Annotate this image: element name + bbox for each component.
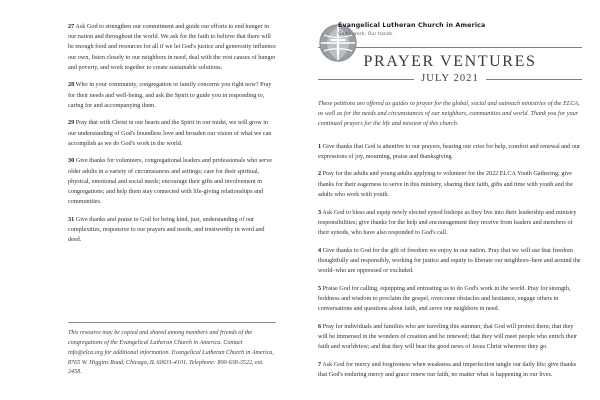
prayer-item — [318, 142, 582, 162]
prayer-item-text: Pray for the adults and young adults applying to volunteer for the 2022 ELCA Youth Gathering; give thanks for their eagerness to serve in this ministry, sharing their faith, gifts and time with youth and the adults who work with youth. — [318, 170, 573, 198]
prayer-item — [318, 360, 582, 380]
elca-globe-cross-icon — [318, 23, 333, 38]
organization-tagline: God's work. Our hands. — [338, 32, 394, 38]
prayer-item-text: Give thanks and praise to God for being kind, just, understanding of our complexities, responsive to our prayers and needs, and trustworthy in word and deed. — [68, 215, 265, 244]
prayer-list-left — [68, 22, 276, 245]
document-title: PRAYER VENTURES — [363, 53, 537, 70]
prayer-item-number: 3 — [318, 208, 322, 216]
prayer-item — [68, 80, 276, 111]
prayer-item — [68, 118, 276, 149]
footer-divider — [68, 322, 276, 323]
prayer-item-text: Pray that with Christ in our hearts and the Spirit in our midst, we will grow in our understanding of God's boundless love and broaden our vision of what we can accomplish as we do God's work in the world. — [68, 119, 272, 147]
prayer-item-text: Give thanks for volunteers, congregational leaders and professionals who serve older adults in a variety of circumstances and settings; care for their spiritual, physical, emotional and social needs; encourage their gifts and involvement in congregations; and help them stay connected with life-giving relationships and communities. — [68, 157, 272, 206]
prayer-item-number: 28 — [68, 81, 75, 89]
subtitle-row — [318, 74, 582, 85]
document-subtitle: JULY 2021 — [421, 73, 479, 84]
prayer-item-number: 7 — [318, 360, 322, 368]
masthead — [318, 22, 582, 38]
prayer-item — [318, 322, 582, 353]
intro-paragraph: These petitions are offered as guides to prayer for the global, social and outreach ministries of the ELCA, as well as for the needs and circumstances of our neighbors, communities and world. Thank you for your continued prayers for the life and mission of this church. — [318, 99, 580, 127]
prayer-item — [318, 284, 582, 315]
footer-text: This resource may be copied and shared among members and friends of the congregations of the Evangelical Lutheran Church in America. Contact info@elca.org for additional information. Evangelical Lutheran Church in America, 8765 W. Higgins Road, Chicago, IL 60631-4101. Telephone: 800-638-3522, ext. 2458. — [68, 330, 274, 376]
footer-note — [68, 322, 276, 378]
prayer-item-text: Ask God for mercy and forgiveness when weakness and imperfection tangle our daily life; give thanks that God's enduring mercy and grace renew our faith, no matter what is happening in our lives. — [318, 360, 577, 378]
subtitle-rule-left — [318, 79, 414, 80]
prayer-item-number: 30 — [68, 157, 75, 165]
prayer-item — [68, 215, 276, 246]
prayer-item-number: 2 — [318, 170, 322, 178]
prayer-list-right — [318, 142, 582, 380]
prayer-item — [318, 208, 582, 239]
organization-name: Evangelical Lutheran Church in America — [338, 22, 486, 29]
prayer-item-text: Ask God to strengthen our commitment and guide our efforts to end hunger in our nation and throughout the world. We ask for the faith to believe that there will be enough food and resources for all if we let God's justice and generosity influence our own, listen closely to our neighbors in need, deal with the root causes of hunger and poverty, and work together to create sustainable solutions. — [68, 23, 276, 71]
prayer-item — [318, 246, 582, 277]
prayer-item-text: Give thanks that God is attentive to our prayers, hearing our cries for help, comfort and renewal and our expressions of joy, mourning, praise and thanksgiving. — [318, 142, 581, 160]
prayer-item — [68, 156, 276, 207]
right-column — [300, 0, 600, 400]
prayer-item-number: 6 — [318, 322, 322, 330]
prayer-item-text: Praise God for calling, equipping and entrusting us to do God's work in the world. Pray for strength, boldness and wisdom to proclaim the gospel, overcome obstacles and hesitance, engage others in conversations and questions about faith, and serve our neighbors in need. — [318, 284, 571, 312]
subtitle-rule-right — [486, 79, 582, 80]
prayer-item-number: 31 — [68, 215, 75, 223]
masthead-wordmark — [338, 22, 485, 37]
prayer-item-number: 5 — [318, 284, 322, 292]
prayer-item — [318, 169, 582, 200]
prayer-item-number: 1 — [318, 142, 322, 150]
prayer-item-text: Give thanks to God for the gift of freedom we enjoy in our nation. Pray that we will use that freedom thoughtfully and responsibly, working for justice and equity to liberate our neighbors–here and around the world–who are oppressed or excluded. — [318, 246, 581, 274]
prayer-item-text: Pray for individuals and families who are traveling this summer, that God will protect them; that they will be immersed in the wonders of creation and be renewed; that they will meet people who enrich their faith and worldview; and that they will bear the good news of Jesus Christ wherever they go. — [318, 322, 578, 350]
prayer-item-text: Ask God to bless and equip newly elected synod bishops as they live into their leadership and ministry responsibilities; give thanks for the help and encouragement they receive from leaders and members of their synods, who have also responded to God's call. — [318, 208, 577, 236]
prayer-item-number: 27 — [68, 23, 75, 30]
prayer-item-number: 4 — [318, 246, 322, 254]
prayer-item-number: 29 — [68, 119, 75, 127]
prayer-item — [68, 22, 276, 73]
prayer-item-text: Who in your community, congregation or family concerns you right now? Pray for their needs and well-being, and ask the Spirit to guide you in responding to, caring for and accompanying them. — [68, 81, 272, 109]
